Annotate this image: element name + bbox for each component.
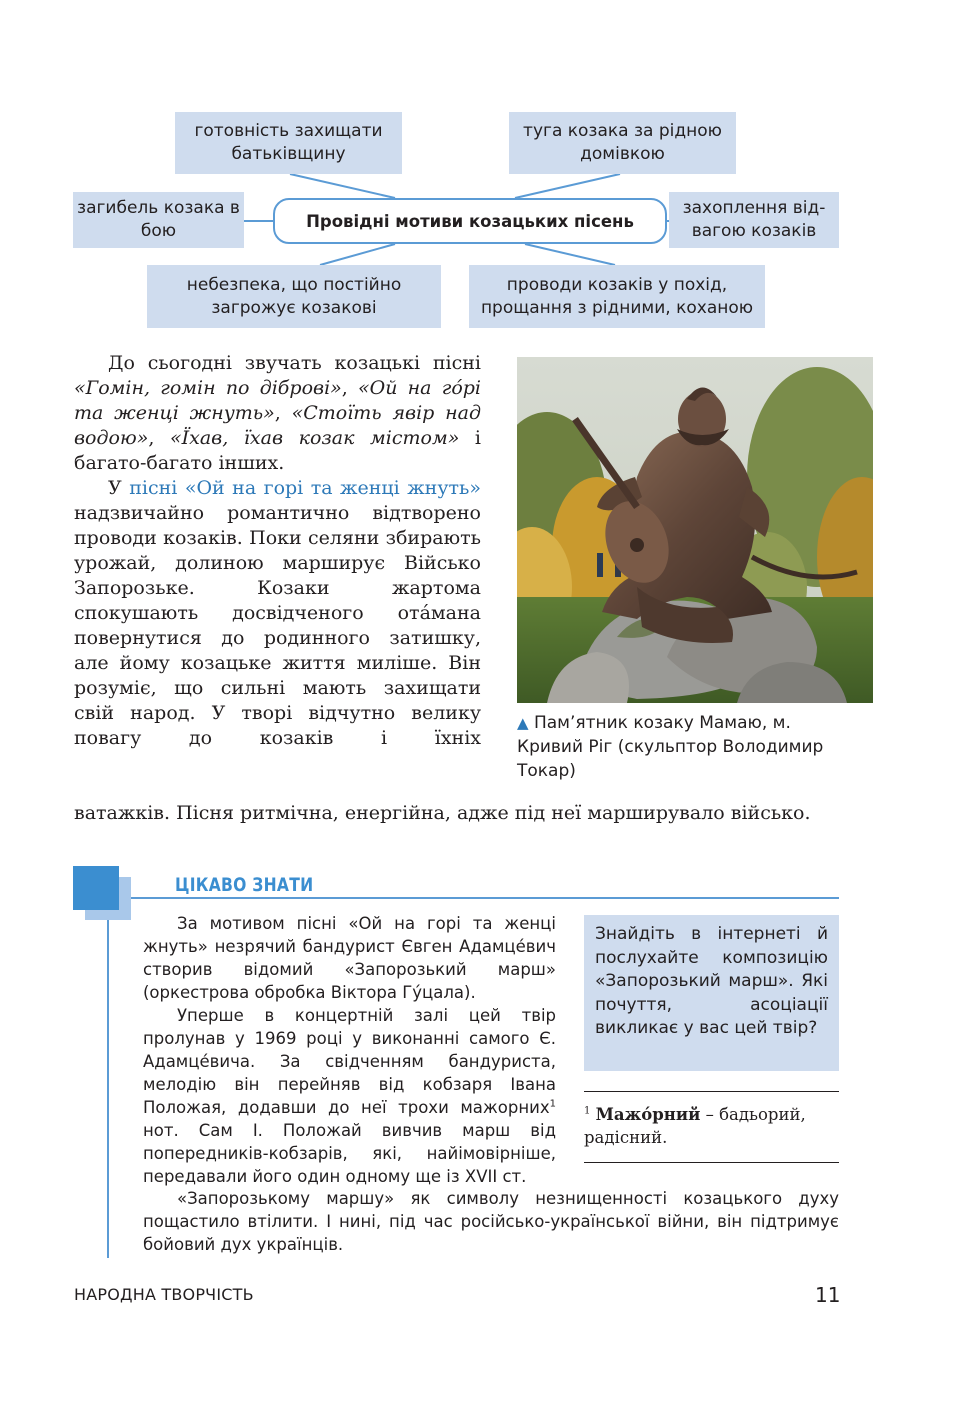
article-column <box>74 351 481 751</box>
p1-separator: , <box>274 402 292 424</box>
article-paragraph-2 <box>74 476 481 751</box>
article-continuation <box>74 801 839 826</box>
footnote-rule-bottom <box>584 1162 839 1163</box>
monument-photo <box>517 357 873 703</box>
interesting-paragraph-2 <box>143 1004 556 1188</box>
song-title-yikhav-kozak: «Їхав, їхав козак містом» <box>169 427 460 449</box>
p2-text-b: надзвичайно романтично відтворено проводи козаків. Поки селяни збирають урожай, долиною марширує Військо Запорозьке. Козаки жартома спокушають досвідченого ота́мана повернутися до родинного затишку, але йому козацьке життя миліше. Він розуміє, що сильні мають захищати свій народ. У творі відчутно велику повагу до козаків і їхніх <box>74 502 481 749</box>
section-underline <box>131 897 839 899</box>
motive-farewell: проводи козаків у похід, прощання з рідними, коханою <box>469 265 765 328</box>
motive-constant-danger: небезпека, що постійно загрожує козакові <box>147 265 441 328</box>
section-marker-square-icon <box>73 866 119 910</box>
p2-text-c: ватажків. Пісня ритмічна, енергійна, адже під неї марширувало військо. <box>74 802 811 824</box>
section-marker-shadow <box>85 910 131 920</box>
footnote-term: Мажо́рний <box>595 1105 701 1124</box>
p1-text-a: До сьогодні звучать козацькі пісні <box>108 352 481 374</box>
photo-caption <box>517 711 837 783</box>
footnote-rule-top <box>584 1091 839 1092</box>
song-title-homin: «Гомін, гомін по діброві» <box>74 377 342 399</box>
song-link-oy-na-hori[interactable]: пісні «Ой на горі та женці жнуть» <box>129 477 481 499</box>
article-paragraph-1 <box>74 351 481 476</box>
song-title-stoit-yavir: «Стоїть явір над водою» <box>74 402 481 449</box>
interesting-text-wide <box>143 1187 839 1256</box>
p1-text-b: і багато-багато інших. <box>74 427 481 474</box>
photo-caption-text: Пам’ятник козаку Мамаю, м. Кривий Ріг (скульптор Володимир Токар) <box>517 713 824 781</box>
motive-defend-homeland: готовність захищати батьківщину <box>175 112 402 174</box>
footnote-definition: – бадьорий, радісний. <box>584 1105 806 1147</box>
p1-separator: , <box>341 377 359 399</box>
footnote-mark: 1 <box>584 1105 591 1117</box>
footnote-reference: 1 <box>549 1098 556 1110</box>
triangle-marker-icon: ▲ <box>517 714 529 732</box>
interesting-paragraph-3: «Запорозькому маршу» як символу незнищенності козацького духу пощастило втілити. І нині, під час російсько-української війни, він підтримує бойовий дух українців. <box>143 1189 839 1254</box>
p2-text-a: У <box>108 477 130 499</box>
p1-separator: , <box>148 427 170 449</box>
cossack-mamai-monument-image <box>517 357 873 703</box>
interesting-paragraph-1: За мотивом пісні «Ой на горі та женці жнуть» незрячий бандурист Євген Адамце́вич створив відомий «Запорозький марш» (оркестрова обробка Віктора Гу́цала). <box>143 914 556 1002</box>
footer-section-name: НАРОДНА ТВОРЧІСТЬ <box>74 1285 254 1304</box>
motive-homesickness: туга козака за рідною домівкою <box>509 112 736 174</box>
footnote <box>584 1103 839 1149</box>
page-number: 11 <box>815 1283 841 1307</box>
song-title-oy-na-hori: «Ой на го́рі та женці жнуть» <box>74 377 481 424</box>
mind-map-center: Провідні мотиви козацьких пісень <box>273 198 667 244</box>
section-side-line <box>107 920 109 1258</box>
interesting-p2-text-a: Уперше в концертній залі цей твір пролунав у 1969 році у виконанні самого Є. Адамце́вича. За свідченням бандуриста, мелодію він перейняв від кобзаря Івана Положая, додавши до неї трохи мажорних <box>143 1006 556 1117</box>
interesting-text-column <box>143 912 556 1188</box>
task-box: Знайдіть в інтернеті й послухайте композицію «Запорозький марш». Які почуття, асоціації викликає у вас цей твір? <box>584 915 839 1071</box>
motive-admiration-of-bravery: захоплення від-вагою козаків <box>669 192 839 248</box>
interesting-p2-text-b: нот. Сам І. Положай вивчив марш від попередників-кобзарів, які, найімовірніше, передавали його один одному ще із XVII ст. <box>143 1121 556 1186</box>
interesting-section-title: ЦІКАВО ЗНАТИ <box>175 874 314 896</box>
motive-death-in-battle: загибель козака в бою <box>73 192 244 248</box>
